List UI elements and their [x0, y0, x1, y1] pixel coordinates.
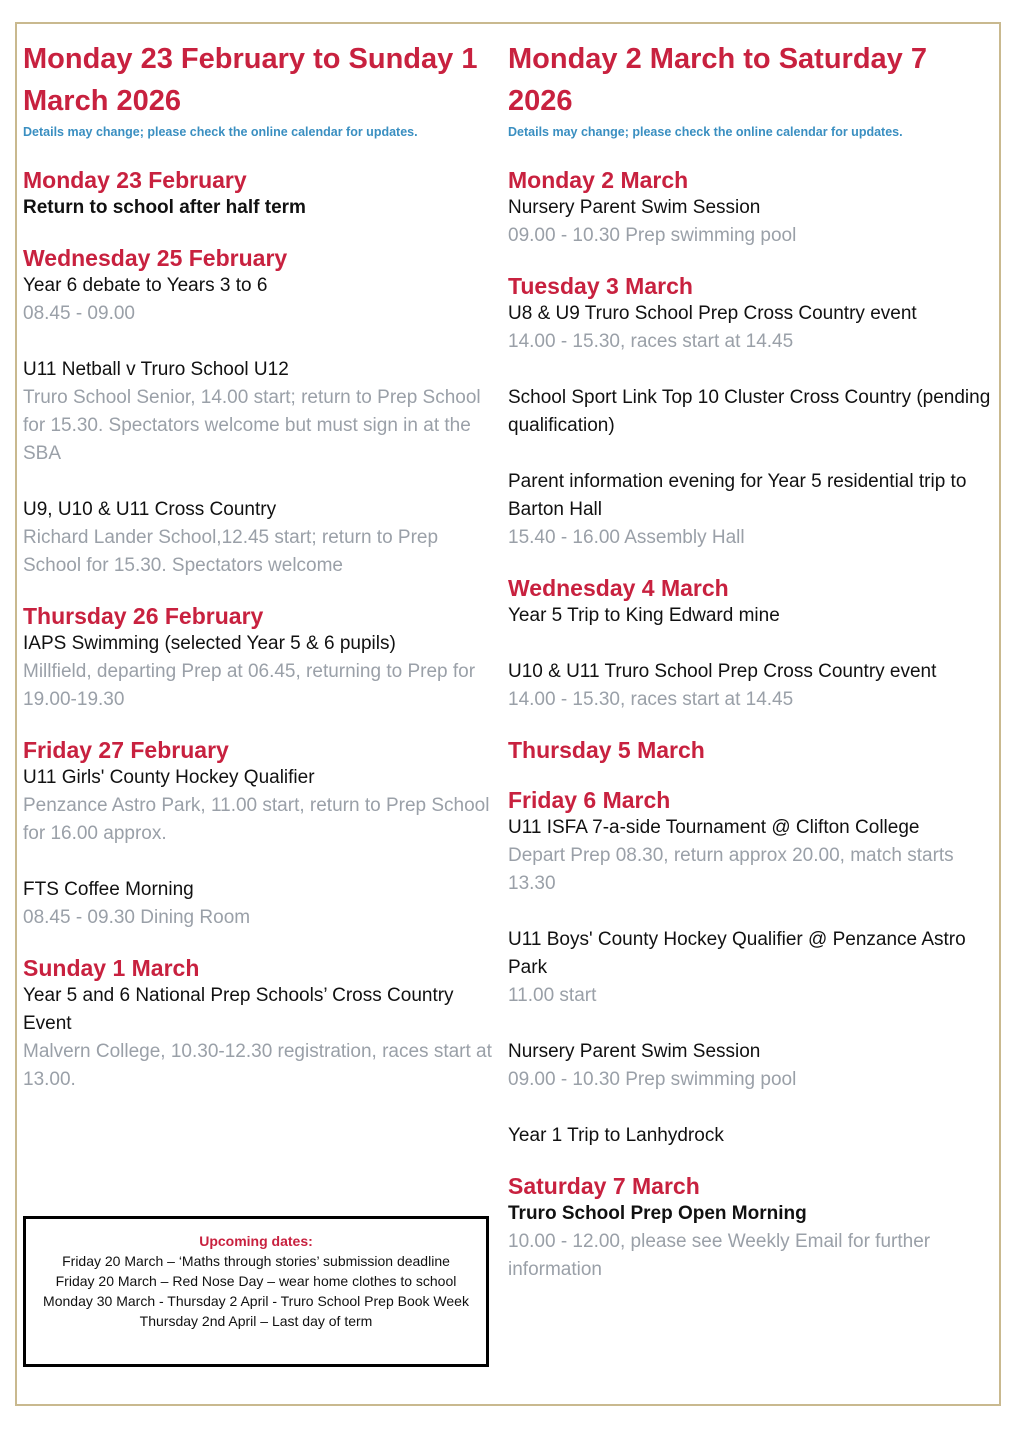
event-detail: 09.00 - 10.30 Prep swimming pool [508, 1069, 797, 1090]
event-item [23, 272, 501, 328]
upcoming-date-line: Thursday 2nd April – Last day of term [139, 1313, 373, 1329]
calendar-disclaimer: Details may change; please check the online calendar for updates. [508, 125, 903, 139]
day-block [508, 166, 998, 250]
event-title: U11 Netball v Truro School U12 [23, 359, 289, 380]
day-heading: Wednesday 4 March [508, 575, 729, 601]
day-block [23, 736, 501, 932]
upcoming-date-line: Friday 20 March – ‘Maths through stories’ submission deadline [62, 1253, 450, 1269]
event-item [23, 356, 501, 468]
event-detail: 09.00 - 10.30 Prep swimming pool [508, 225, 797, 246]
week-column-right [508, 38, 998, 1284]
week-title: Monday 2 March to Saturday 7 2026 [508, 43, 927, 117]
event-title: U11 Girls' County Hockey Qualifier [23, 767, 315, 788]
day-heading: Wednesday 25 February [23, 245, 288, 271]
event-item [23, 764, 501, 848]
upcoming-date-line: Monday 30 March - Thursday 2 April - Truro School Prep Book Week [43, 1293, 469, 1309]
event-item [508, 926, 998, 1010]
event-title: School Sport Link Top 10 Cluster Cross Country (pending qualification) [508, 387, 991, 436]
day-list [508, 166, 998, 1284]
event-title: U11 Boys' County Hockey Qualifier @ Penzance Astro Park [508, 929, 966, 978]
event-detail: Depart Prep 08.30, return approx 20.00, match starts 13.30 [508, 845, 954, 894]
event-item [508, 658, 998, 714]
event-title: FTS Coffee Morning [23, 879, 194, 900]
upcoming-dates-box [23, 1216, 489, 1367]
day-heading: Thursday 5 March [508, 737, 705, 763]
event-detail: 08.45 - 09.00 [23, 303, 135, 324]
day-block [508, 736, 998, 764]
event-title: Nursery Parent Swim Session [508, 1041, 761, 1062]
week-title: Monday 23 February to Sunday 1 March 2026 [23, 43, 478, 117]
day-block [508, 574, 998, 714]
day-heading: Friday 27 February [23, 737, 229, 763]
event-title: Year 1 Trip to Lanhydrock [508, 1125, 724, 1146]
event-detail: Penzance Astro Park, 11.00 start, return to Prep School for 16.00 approx. [23, 795, 490, 844]
day-heading: Monday 23 February [23, 167, 247, 193]
event-item [23, 630, 501, 714]
event-title: U11 ISFA 7-a-side Tournament @ Clifton College [508, 817, 920, 838]
event-item [23, 982, 501, 1094]
event-item [508, 384, 998, 440]
event-detail: Richard Lander School,12.45 start; return to Prep School for 15.30. Spectators welcome [23, 527, 439, 576]
event-item [23, 194, 501, 222]
event-detail: Truro School Senior, 14.00 start; return to Prep School for 15.30. Spectators welcome but must sign in at the SBA [23, 387, 481, 464]
event-title: U8 & U9 Truro School Prep Cross Country event [508, 303, 917, 324]
event-item [508, 814, 998, 898]
event-detail: Malvern College, 10.30-12.30 registration, races start at 13.00. [23, 1041, 492, 1090]
day-block [23, 602, 501, 714]
day-block [508, 786, 998, 1150]
event-title: Year 5 and 6 National Prep Schools’ Cross Country Event [23, 985, 454, 1034]
event-detail: Millfield, departing Prep at 06.45, returning to Prep for 19.00-19.30 [23, 661, 476, 710]
week-column-left [23, 38, 501, 1094]
day-heading: Sunday 1 March [23, 955, 200, 981]
day-block [508, 272, 998, 552]
event-item [508, 602, 998, 630]
upcoming-dates-list [26, 1251, 486, 1331]
event-title: U9, U10 & U11 Cross Country [23, 499, 277, 520]
upcoming-dates-title: Upcoming dates: [199, 1233, 313, 1249]
event-item [508, 300, 998, 356]
event-title: Year 5 Trip to King Edward mine [508, 605, 780, 626]
day-block [23, 244, 501, 580]
event-detail: 14.00 - 15.30, races start at 14.45 [508, 689, 794, 710]
event-item [508, 1200, 998, 1284]
event-item [508, 194, 998, 250]
event-item [508, 468, 998, 552]
upcoming-date-line: Friday 20 March – Red Nose Day – wear home clothes to school [55, 1273, 457, 1289]
event-detail: 14.00 - 15.30, races start at 14.45 [508, 331, 794, 352]
event-title: Nursery Parent Swim Session [508, 197, 761, 218]
event-title: IAPS Swimming (selected Year 5 & 6 pupils) [23, 633, 396, 654]
event-title: Return to school after half term [23, 197, 306, 218]
day-heading: Thursday 26 February [23, 603, 264, 629]
event-title: U10 & U11 Truro School Prep Cross Country event [508, 661, 937, 682]
event-detail: 10.00 - 12.00, please see Weekly Email for further information [508, 1231, 931, 1280]
event-item [508, 1122, 998, 1150]
day-heading: Tuesday 3 March [508, 273, 693, 299]
event-item [508, 1038, 998, 1094]
event-item [23, 876, 501, 932]
day-heading: Saturday 7 March [508, 1173, 700, 1199]
event-detail: 08.45 - 09.30 Dining Room [23, 907, 251, 928]
event-title: Parent information evening for Year 5 residential trip to Barton Hall [508, 471, 967, 520]
event-detail: 11.00 start [508, 985, 597, 1006]
day-list [23, 166, 501, 1094]
day-block [23, 954, 501, 1094]
event-item [23, 496, 501, 580]
day-block [508, 1172, 998, 1284]
day-heading: Monday 2 March [508, 167, 689, 193]
day-heading: Friday 6 March [508, 787, 671, 813]
calendar-disclaimer: Details may change; please check the online calendar for updates. [23, 125, 418, 139]
day-block [23, 166, 501, 222]
event-title: Year 6 debate to Years 3 to 6 [23, 275, 268, 296]
event-detail: 15.40 - 16.00 Assembly Hall [508, 527, 745, 548]
event-title: Truro School Prep Open Morning [508, 1203, 807, 1224]
